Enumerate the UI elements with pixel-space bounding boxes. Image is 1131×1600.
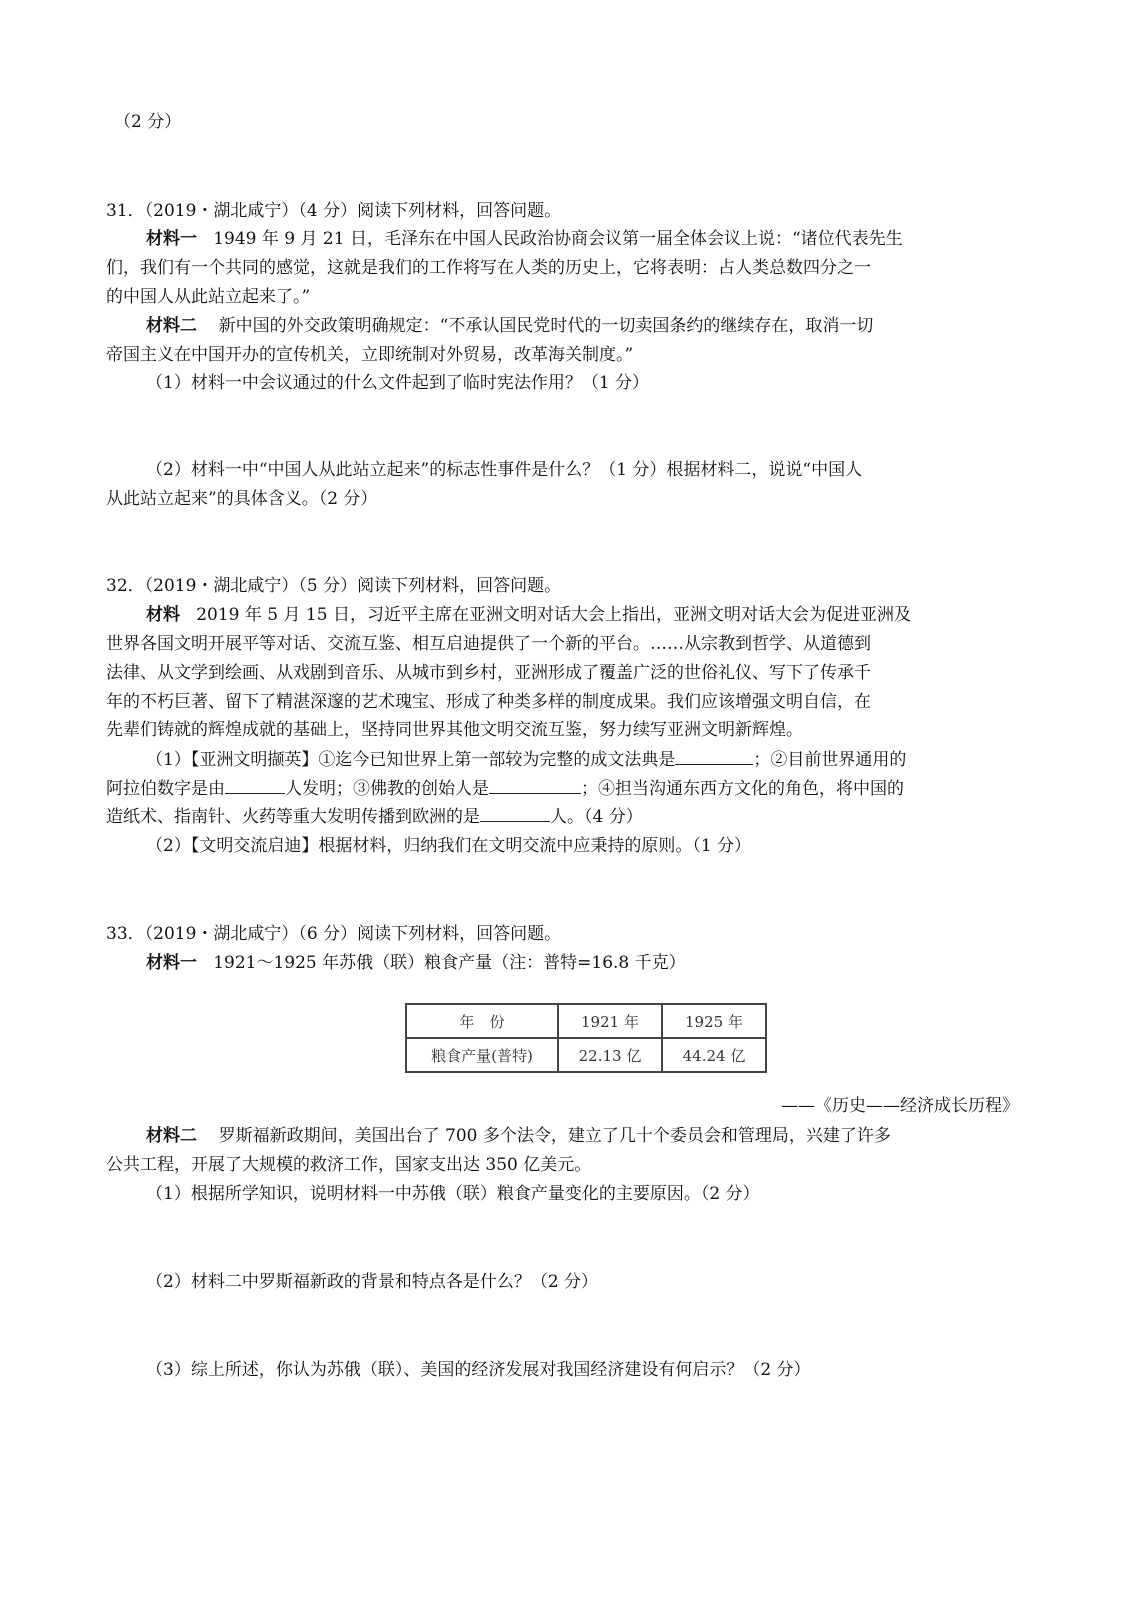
answer-blank-2[interactable] — [225, 777, 285, 794]
q32-material-line5: 先辈们铸就的辉煌成就的基础上，坚持同世界其他文明交流互鉴，努力续写亚洲文明新辉煌。 — [106, 720, 803, 740]
table-cell: 22.13 亿 — [558, 1038, 662, 1072]
q31-subquestion1: （1）材料一中会议通过的什么文件起到了临时宪法作用？（1 分） — [146, 373, 650, 393]
q33-material2-line1 — [146, 1124, 891, 1148]
q32-material-label: 材料 — [146, 605, 180, 625]
grain-output-table — [405, 1003, 767, 1073]
table-header-cell: 1921 年 — [558, 1004, 662, 1038]
q33-material2-line2: 公共工程，开展了大规模的救济工作，国家支出达 350 亿美元。 — [106, 1155, 592, 1175]
q31-material2-line2: 帝国主义在中国开办的宣传机关，立即统制对外贸易，改革海关制度。” — [106, 345, 634, 365]
answer-blank-3[interactable] — [489, 777, 581, 794]
q31-heading: 31．（2019・湖北咸宁）（4 分）阅读下列材料，回答问题。 — [106, 201, 562, 221]
q33-material1-line — [146, 951, 686, 975]
q31-subquestion2-line1: （2）材料一中“中国人从此站立起来”的标志性事件是什么？（1 分）根据材料二，说说“中国人 — [146, 460, 863, 480]
q31-material1-line3: 的中国人从此站立起来了。” — [106, 287, 311, 307]
q33-subquestion2: （2）材料二中罗斯福新政的背景和特点各是什么？（2 分） — [146, 1272, 599, 1292]
table-header-cell: 1925 年 — [662, 1004, 766, 1038]
q31-material2-label: 材料二 — [146, 316, 197, 336]
q32-material-line3: 法律、从文学到绘画、从戏剧到音乐、从城市到乡村，亚洲形成了覆盖广泛的世俗礼仪、写下了传承千 — [106, 663, 871, 683]
q33-heading: 33．（2019・湖北咸宁）（6 分）阅读下列材料，回答问题。 — [106, 924, 562, 944]
answer-blank-4[interactable] — [480, 805, 550, 822]
table-row — [406, 1038, 766, 1072]
q31-subquestion2-line2: 从此站立起来”的具体含义。（2 分） — [106, 489, 378, 509]
table-cell: 44.24 亿 — [662, 1038, 766, 1072]
q32-subquestion2: （2）【文明交流启迪】根据材料，归纳我们在文明交流中应秉持的原则。（1 分） — [146, 836, 752, 856]
q31-material1-label: 材料一 — [146, 229, 197, 249]
q32-heading: 32．（2019・湖北咸宁）（5 分）阅读下列材料，回答问题。 — [106, 576, 562, 596]
answer-blank-1[interactable] — [675, 748, 753, 765]
table-header-row — [406, 1004, 766, 1038]
q33-material1-label: 材料一 — [146, 953, 197, 973]
q32-subquestion1-line2: 阿拉伯数字是由 人发明；③佛教的创始人是 ；④担当沟通东西方文化的角色，将中国的 — [106, 779, 904, 799]
q32-material-line2: 世界各国文明开展平等对话、交流互鉴、相互启迪提供了一个新的平台。……从宗教到哲学、从道德到 — [106, 634, 871, 654]
q33-material2-label: 材料二 — [146, 1126, 197, 1146]
q31-material1-line1 — [146, 227, 903, 251]
q31-material2-line1 — [146, 314, 873, 338]
q32-material-line4: 年的不朽巨著、留下了精湛深邃的艺术瑰宝、形成了种类多样的制度成果。我们应该增强文明自信，在 — [106, 692, 871, 712]
q32-subquestion1-line1: （1）【亚洲文明撷英】①迄今已知世界上第一部较为完整的成文法典是 ；②目前世界通用的 — [146, 750, 907, 770]
q33-subquestion3: （3）综上所述，你认为苏俄（联）、美国的经济发展对我国经济建设有何启示？（2 分） — [146, 1360, 811, 1380]
q31-material2-text1: 新中国的外交政策明确规定：“不承认国民党时代的一切卖国条约的继续存在，取消一切 — [218, 316, 874, 336]
table-header-cell: 年 份 — [406, 1004, 558, 1038]
q32-subquestion1-line3: 造纸术、指南针、火药等重大发明传播到欧洲的是 人。（4 分） — [106, 807, 643, 827]
prev-question-score: （2 分） — [114, 112, 182, 132]
table-source-citation: ——《历史——经济成长历程》 — [781, 1096, 1019, 1116]
q32-material-text1: 2019 年 5 月 15 日，习近平主席在亚洲文明对话大会上指出，亚洲文明对话大会为促进亚洲及 — [196, 605, 911, 625]
q33-material2-text1: 罗斯福新政期间，美国出台了 700 多个法令，建立了几十个委员会和管理局，兴建了许多 — [218, 1126, 891, 1146]
q31-material1-line2: 们，我们有一个共同的感觉，这就是我们的工作将写在人类的历史上，它将表明：占人类总数四分之一 — [106, 258, 871, 278]
q31-material1-text1: 1949 年 9 月 21 日，毛泽东在中国人民政治协商会议第一届全体会议上说：“诸位代表先生 — [213, 229, 903, 249]
q33-subquestion1: （1）根据所学知识，说明材料一中苏俄（联）粮食产量变化的主要原因。（2 分） — [146, 1184, 760, 1204]
q32-material-line1 — [146, 603, 911, 627]
table-cell: 粮食产量(普特) — [406, 1038, 558, 1072]
q33-material1-text: 1921～1925 年苏俄（联）粮食产量（注：普特=16.8 千克） — [213, 953, 686, 973]
